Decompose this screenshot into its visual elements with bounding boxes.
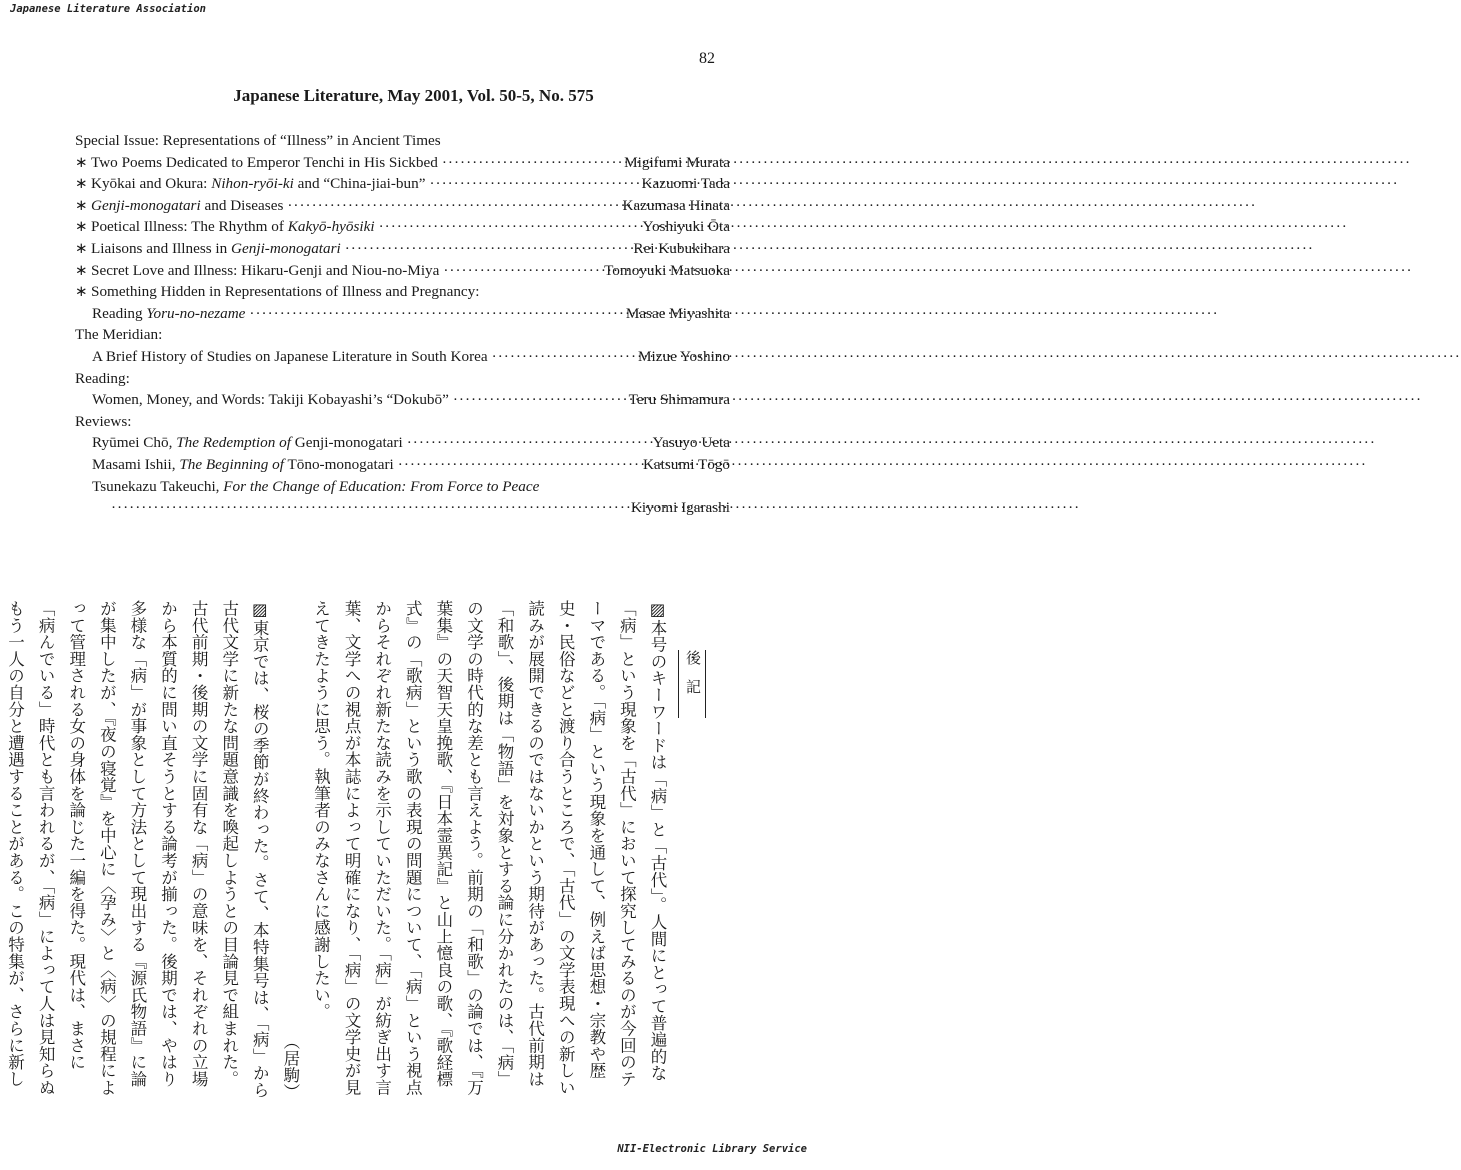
toc-reviews-heading: Reviews:: [75, 412, 132, 430]
toc-entry-author: Kazumasa Hinata: [622, 196, 730, 214]
toc-entry-title: Ryūmei Chō, The Redemption of Genji-monogatari: [92, 434, 403, 452]
toc-entry-continuation[interactable]: [75, 303, 730, 325]
header-association: Japanese Literature Association: [10, 3, 206, 15]
toc-entry-author: Yasuyo Ueta: [652, 434, 730, 452]
toc-entry-title-continued: Reading Yoru-no-nezame: [92, 304, 246, 322]
asterisk-icon: ∗: [75, 196, 88, 214]
toc-entry[interactable]: [75, 238, 730, 260]
afterword-paragraph: ▨本号のキーワードは「病」と「古代」。人間にとって普遍的な「病」という現象を「古代」において探究してみるのが今回のテーマである。「病」という現象を通して、例えば思想・宗教や歴史・民俗などと渡り合うところで、「古代」の文学表現への新しい読みが展開できるのではないかという期待があった。古代前期は「和歌」、後期は「物語」を対象とする論に分かれたのは、「病」の文学の時代的な差とも言えよう。前期の「和歌」の論では、『万葉集』の天智天皇挽歌、『日本霊異記』と山上憶良の歌、『歌経標式』の「歌病」という歌の表現の問題について、「病」という視点からそれぞれ新たな読みを示していただいた。「病」が紡ぎ出す言葉、文学への視点が本誌によって明確になり、「病」の文学史が見えてきたように思う。執筆者のみなさんに感謝したい。: [311, 600, 667, 1096]
toc-entry-title: Kyōkai and Okura: Nihon-ryōi-ki and “China-jiai-bun”: [91, 175, 426, 193]
toc-reading-heading: Reading:: [75, 369, 130, 387]
toc-entry-title: Poetical Illness: The Rhythm of Kakyō-hyōsiki: [91, 218, 375, 236]
journal-title: Japanese Literature, May 2001, Vol. 50-5, No. 575: [233, 86, 594, 105]
asterisk-icon: ∗: [75, 239, 88, 257]
leader-dots: [443, 260, 600, 282]
leader-dots: [287, 195, 618, 217]
leader-dots: [111, 497, 627, 519]
toc-review-entry[interactable]: [75, 476, 730, 498]
toc-entry[interactable]: [75, 389, 730, 411]
asterisk-icon: ∗: [75, 153, 88, 171]
afterword-body: [5, 600, 672, 1100]
toc-entry-author: Tomoyuki Matsuoka: [604, 261, 730, 279]
toc-entry-title: A Brief History of Studies on Japanese Literature in South Korea: [92, 347, 488, 365]
toc-entry-title: Masami Ishii, The Beginning of Tōno-monogatari: [92, 455, 394, 473]
toc-entry[interactable]: [75, 173, 730, 195]
asterisk-icon: ∗: [75, 218, 88, 236]
leader-dots: [442, 152, 620, 174]
toc-entry-author: Rei Kubukihara: [633, 239, 730, 257]
asterisk-icon: ∗: [75, 261, 88, 279]
toc-entry-title: Secret Love and Illness: Hikaru-Genji and Niou-no-Miya: [91, 261, 440, 279]
toc-entry[interactable]: [75, 260, 730, 282]
leader-dots: [249, 303, 621, 325]
afterword-label: 後記: [684, 650, 702, 708]
toc-entry-title: Two Poems Dedicated to Emperor Tenchi in His Sickbed: [91, 153, 438, 171]
page-number: 82: [699, 50, 715, 67]
toc-entry-title: Genji-monogatari and Diseases: [91, 196, 284, 214]
toc-entry-title: Liaisons and Illness in Genji-monogatari: [91, 239, 341, 257]
toc-entry-author: Kiyomi Igarashi: [630, 499, 730, 517]
toc-entry-author: Teru Shimamura: [628, 391, 730, 409]
leader-dots: [407, 432, 649, 454]
toc-entry[interactable]: [75, 216, 730, 238]
toc-review-entry[interactable]: [75, 454, 730, 476]
toc-entry-author: Yoshiyuki Ōta: [642, 218, 730, 236]
toc-review-entry-continuation[interactable]: [75, 497, 730, 519]
toc-entry-author: Kazuomi Tada: [641, 175, 730, 193]
toc-entry[interactable]: [75, 152, 730, 174]
toc-entry[interactable]: [75, 346, 730, 368]
afterword-paragraph: ▨東京では、桜の季節が終わった。さて、本特集号は、「病」から古代文学に新たな問題意識を喚起しようとの目論見で組まれた。古代前期・後期の文学に固有な「病」の意味を、それぞれの立場から本質的に問い直そうとする論考が揃った。後期では、やはり多様な「病」が事象として方法として現出する『源氏物語』に論が集中したが、『夜の寝覚』を中心に〈孕み〉と〈病〉の規程によって管理される女の身体を論じた一編を得た。現代は、まさに「病んでいる」時代とも言われるが、「病」によって人は見知らぬもう一人の自分と遭遇することがある。この特集が、さらに新し: [5, 600, 270, 1099]
leader-dots: [398, 454, 639, 476]
leader-dots: [429, 173, 637, 195]
asterisk-icon: ∗: [75, 175, 88, 193]
leader-dots: [379, 216, 639, 238]
toc-special-issue-heading: Special Issue: Representations of “Illness” in Ancient Times: [75, 132, 441, 149]
afterword-signature: （居駒）: [280, 1032, 300, 1100]
toc-entry-title: Tsunekazu Takeuchi, For the Change of Education: From Force to Peace: [92, 477, 540, 495]
toc-entry-title: Something Hidden in Representations of Illness and Pregnancy:: [91, 283, 480, 301]
toc-entry-title: Women, Money, and Words: Takiji Kobayashi’s “Dokubō”: [92, 391, 449, 409]
table-of-contents: [75, 130, 730, 519]
toc-entry[interactable]: [75, 281, 730, 303]
toc-entry[interactable]: [75, 195, 730, 217]
toc-entry-author: Mizue Yoshino: [638, 347, 730, 365]
toc-entry-author: Migifumi Murata: [624, 153, 730, 171]
asterisk-icon: ∗: [75, 283, 88, 301]
toc-entry-author: Katsumi Tōgō: [642, 455, 730, 473]
toc-entry-author: Masae Miyashita: [625, 304, 730, 322]
leader-dots: [453, 389, 625, 411]
toc-meridian-heading: The Meridian:: [75, 326, 163, 344]
leader-dots: [345, 238, 630, 260]
leader-dots: [492, 346, 634, 368]
toc-review-entry[interactable]: [75, 432, 730, 454]
footer-service: NII-Electronic Library Service: [617, 1143, 807, 1155]
